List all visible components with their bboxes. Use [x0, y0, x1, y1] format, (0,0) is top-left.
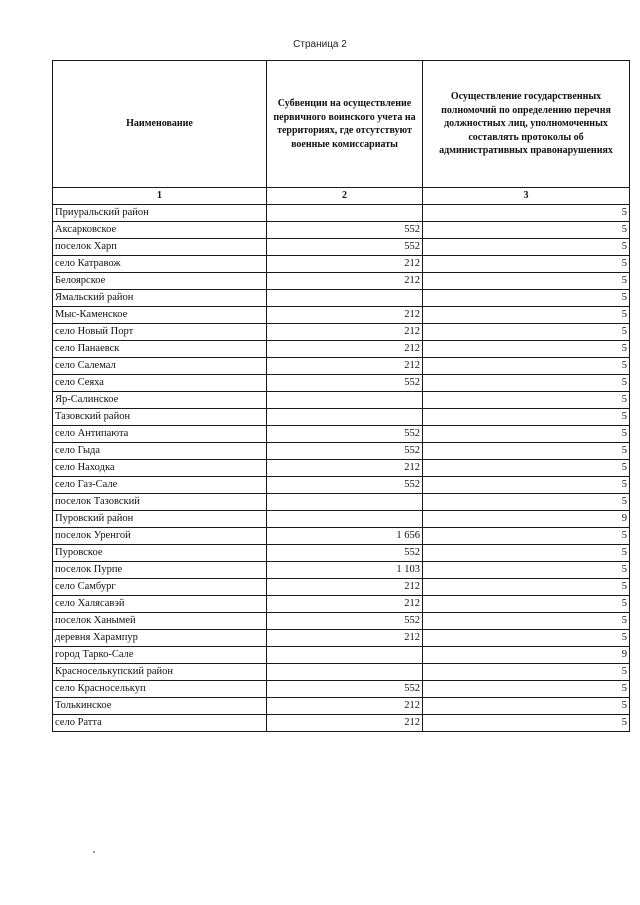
row-name-cell: Белоярское — [53, 273, 267, 290]
row-name-cell: Яр-Салинское — [53, 392, 267, 409]
row-admin-cell: 5 — [423, 290, 630, 307]
row-name-cell: Мыс-Каменское — [53, 307, 267, 324]
row-subvention-cell: 552 — [267, 375, 423, 392]
table-row — [53, 528, 630, 545]
table-row — [53, 545, 630, 562]
row-name-cell: село Газ-Сале — [53, 477, 267, 494]
row-name-cell: поселок Ханымей — [53, 613, 267, 630]
row-admin-cell: 5 — [423, 545, 630, 562]
table-row — [53, 443, 630, 460]
header-subvention: Субвенции на осуществление первичного воинского учета на территориях, где отсутствуют военные комиссариаты — [267, 61, 423, 188]
row-name-cell: Толькинское — [53, 698, 267, 715]
table-row — [53, 562, 630, 579]
row-name-cell: село Салемал — [53, 358, 267, 375]
row-subvention-cell: 212 — [267, 324, 423, 341]
table-row — [53, 698, 630, 715]
row-admin-cell: 5 — [423, 477, 630, 494]
row-admin-cell: 5 — [423, 579, 630, 596]
row-admin-cell: 5 — [423, 307, 630, 324]
header-name: Наименование — [53, 61, 267, 188]
header-admin-powers: Осуществление государственных полномочий по определению перечня должностных лиц, уполномоченных составлять протоколы об административных правонарушениях — [423, 61, 630, 188]
table-row — [53, 222, 630, 239]
row-subvention-cell: 212 — [267, 460, 423, 477]
table-row — [53, 613, 630, 630]
row-name-cell: село Сеяха — [53, 375, 267, 392]
table-row — [53, 579, 630, 596]
row-name-cell: село Гыда — [53, 443, 267, 460]
row-name-cell: Ямальский район — [53, 290, 267, 307]
row-name-cell: село Красноселькуп — [53, 681, 267, 698]
row-name-cell: поселок Пурпе — [53, 562, 267, 579]
row-subvention-cell: 552 — [267, 545, 423, 562]
row-name-cell: деревня Харампур — [53, 630, 267, 647]
table-row — [53, 358, 630, 375]
table-header-row — [53, 61, 630, 188]
row-name-cell: село Находка — [53, 460, 267, 477]
row-subvention-cell: 212 — [267, 715, 423, 732]
row-subvention-cell: 212 — [267, 596, 423, 613]
row-name-cell: Аксарковское — [53, 222, 267, 239]
row-name-cell: село Самбург — [53, 579, 267, 596]
row-admin-cell: 5 — [423, 443, 630, 460]
row-subvention-cell: 552 — [267, 613, 423, 630]
row-name-cell: поселок Тазовский — [53, 494, 267, 511]
table-row — [53, 324, 630, 341]
row-subvention-cell: 212 — [267, 307, 423, 324]
row-name-cell: Пуровский район — [53, 511, 267, 528]
scan-speck — [93, 851, 95, 853]
row-subvention-cell — [267, 664, 423, 681]
row-name-cell: Красноселькупский район — [53, 664, 267, 681]
row-subvention-cell: 212 — [267, 256, 423, 273]
row-name-cell: село Новый Порт — [53, 324, 267, 341]
subventions-table — [52, 60, 630, 732]
row-name-cell: Пуровское — [53, 545, 267, 562]
row-name-cell: село Катравож — [53, 256, 267, 273]
row-admin-cell: 5 — [423, 698, 630, 715]
row-name-cell: село Антипаюта — [53, 426, 267, 443]
table-row — [53, 647, 630, 664]
table-body — [53, 205, 630, 732]
table-row — [53, 341, 630, 358]
row-subvention-cell: 212 — [267, 341, 423, 358]
table-row — [53, 596, 630, 613]
table-row — [53, 239, 630, 256]
row-subvention-cell — [267, 205, 423, 222]
row-subvention-cell — [267, 409, 423, 426]
row-admin-cell: 5 — [423, 596, 630, 613]
row-admin-cell: 5 — [423, 409, 630, 426]
table-row — [53, 205, 630, 222]
row-subvention-cell — [267, 647, 423, 664]
column-number: 3 — [423, 188, 630, 205]
row-admin-cell: 9 — [423, 647, 630, 664]
table-row — [53, 460, 630, 477]
row-name-cell: село Ратта — [53, 715, 267, 732]
row-admin-cell: 5 — [423, 239, 630, 256]
row-admin-cell: 5 — [423, 613, 630, 630]
row-subvention-cell: 1 103 — [267, 562, 423, 579]
table-row — [53, 715, 630, 732]
row-name-cell: село Панаевск — [53, 341, 267, 358]
table-row — [53, 409, 630, 426]
row-admin-cell: 5 — [423, 392, 630, 409]
row-admin-cell: 5 — [423, 256, 630, 273]
row-admin-cell: 5 — [423, 528, 630, 545]
row-name-cell: поселок Харп — [53, 239, 267, 256]
row-admin-cell: 5 — [423, 375, 630, 392]
row-admin-cell: 5 — [423, 562, 630, 579]
table-row — [53, 630, 630, 647]
row-subvention-cell: 552 — [267, 681, 423, 698]
row-admin-cell: 5 — [423, 715, 630, 732]
table-row — [53, 273, 630, 290]
table-row — [53, 426, 630, 443]
row-admin-cell: 5 — [423, 341, 630, 358]
row-admin-cell: 5 — [423, 664, 630, 681]
row-name-cell: село Халясавэй — [53, 596, 267, 613]
row-subvention-cell: 212 — [267, 630, 423, 647]
row-subvention-cell — [267, 290, 423, 307]
row-subvention-cell: 552 — [267, 426, 423, 443]
row-subvention-cell: 552 — [267, 222, 423, 239]
row-admin-cell: 5 — [423, 222, 630, 239]
row-admin-cell: 5 — [423, 630, 630, 647]
row-subvention-cell — [267, 511, 423, 528]
row-admin-cell: 5 — [423, 273, 630, 290]
table-row — [53, 256, 630, 273]
row-admin-cell: 9 — [423, 511, 630, 528]
column-number: 2 — [267, 188, 423, 205]
column-number-row — [53, 188, 630, 205]
row-subvention-cell: 552 — [267, 443, 423, 460]
row-admin-cell: 5 — [423, 494, 630, 511]
row-subvention-cell: 212 — [267, 698, 423, 715]
row-admin-cell: 5 — [423, 205, 630, 222]
row-admin-cell: 5 — [423, 426, 630, 443]
row-subvention-cell — [267, 392, 423, 409]
row-subvention-cell: 212 — [267, 273, 423, 290]
row-subvention-cell: 1 656 — [267, 528, 423, 545]
row-subvention-cell — [267, 494, 423, 511]
column-number: 1 — [53, 188, 267, 205]
row-subvention-cell: 212 — [267, 358, 423, 375]
row-name-cell: Приуральский район — [53, 205, 267, 222]
table-row — [53, 511, 630, 528]
table-row — [53, 392, 630, 409]
row-name-cell: поселок Уренгой — [53, 528, 267, 545]
row-admin-cell: 5 — [423, 460, 630, 477]
table-row — [53, 681, 630, 698]
table-row — [53, 375, 630, 392]
page-header: Страница 2 — [293, 39, 347, 50]
table-row — [53, 664, 630, 681]
row-subvention-cell: 212 — [267, 579, 423, 596]
row-admin-cell: 5 — [423, 681, 630, 698]
table-row — [53, 307, 630, 324]
row-admin-cell: 5 — [423, 324, 630, 341]
table-row — [53, 290, 630, 307]
row-subvention-cell: 552 — [267, 239, 423, 256]
row-subvention-cell: 552 — [267, 477, 423, 494]
row-name-cell: город Тарко-Сале — [53, 647, 267, 664]
row-name-cell: Тазовский район — [53, 409, 267, 426]
table-row — [53, 477, 630, 494]
row-admin-cell: 5 — [423, 358, 630, 375]
table-row — [53, 494, 630, 511]
